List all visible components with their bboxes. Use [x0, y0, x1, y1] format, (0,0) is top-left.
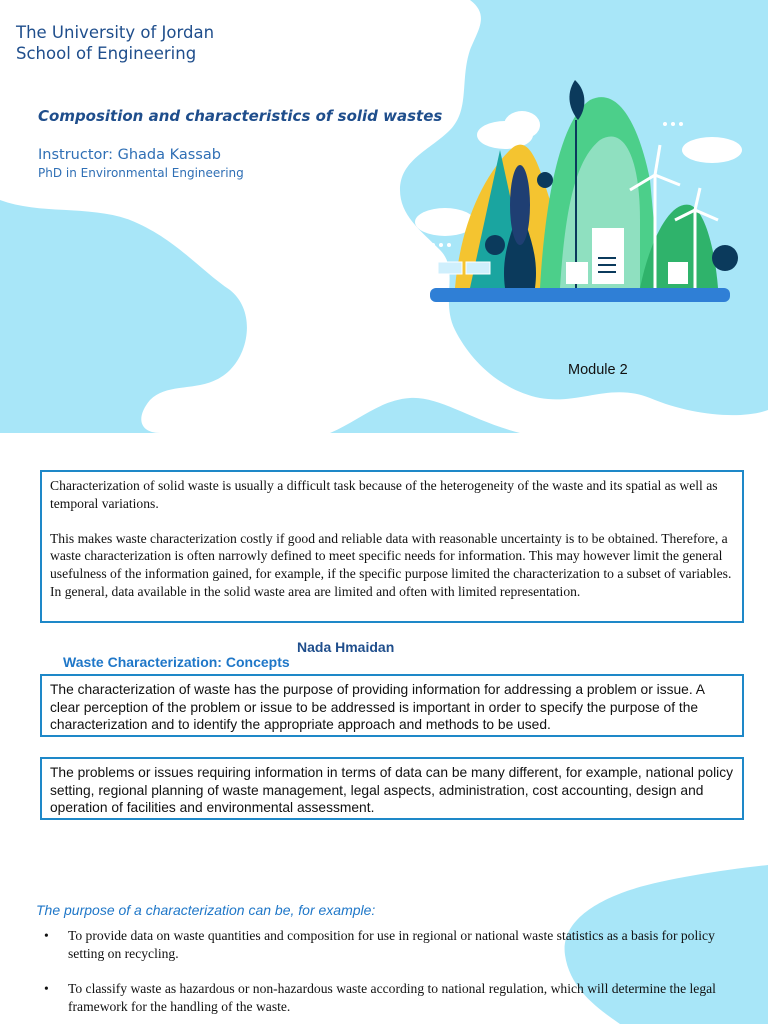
purpose-text-box: The characterization of waste has the purpose of providing information for addressing a problem or issue. A clear perception of the problem or issue to be addressed is important in order to specify the purpose of the characterization and to identify the appropriate approach and methods to be used.: [40, 674, 744, 737]
intro-paragraph-2: This makes waste characterization costly if good and reliable data with reasonable uncertainty is to be obtained. Therefore, a waste characterization is often narrowly defined to meet specific needs for information. This may however limit the general usefulness of the information gained, for example, if the specific purpose limited the characterization to a subset of variables. In general, data available in the solid waste area are limited and often with limited representation.: [50, 530, 732, 599]
bullet-text: To provide data on waste quantities and composition for use in regional or national waste statistics as a basis for policy setting on recycling.: [68, 928, 715, 961]
section-heading: Waste Characterization: Concepts: [63, 654, 290, 670]
intro-paragraph-1: Characterization of solid waste is usually a difficult task because of the heterogeneity of the waste and its spatial as well as temporal variations.: [50, 478, 718, 511]
school-name: School of Engineering: [16, 44, 197, 63]
problems-text-box: The problems or issues requiring information in terms of data can be many different, for example, national policy setting, regional planning of waste management, legal aspects, administration, cost accounting, design and operation of facilities and environmental assessment.: [40, 757, 744, 820]
instructor-name: Instructor: Ghada Kassab: [38, 147, 221, 163]
slide-title: Composition and characteristics of solid wastes: [38, 107, 443, 125]
intro-text-box: [40, 470, 744, 623]
bullet-icon: •: [44, 981, 49, 996]
bullet-icon: •: [44, 928, 49, 943]
list-item: [40, 980, 740, 1016]
purpose-intro: The purpose of a characterization can be, for example:: [36, 902, 376, 918]
author-name: Nada Hmaidan: [297, 639, 395, 655]
instructor-degree: PhD in Environmental Engineering: [38, 166, 244, 180]
list-item: [40, 927, 740, 963]
university-name: The University of Jordan: [16, 23, 215, 42]
module-label: Module 2: [568, 362, 628, 378]
purpose-bullet-list: [40, 927, 740, 1033]
bullet-text: To classify waste as hazardous or non-hazardous waste according to national regulation, which will determine the legal framework for the handling of the waste.: [68, 981, 716, 1014]
